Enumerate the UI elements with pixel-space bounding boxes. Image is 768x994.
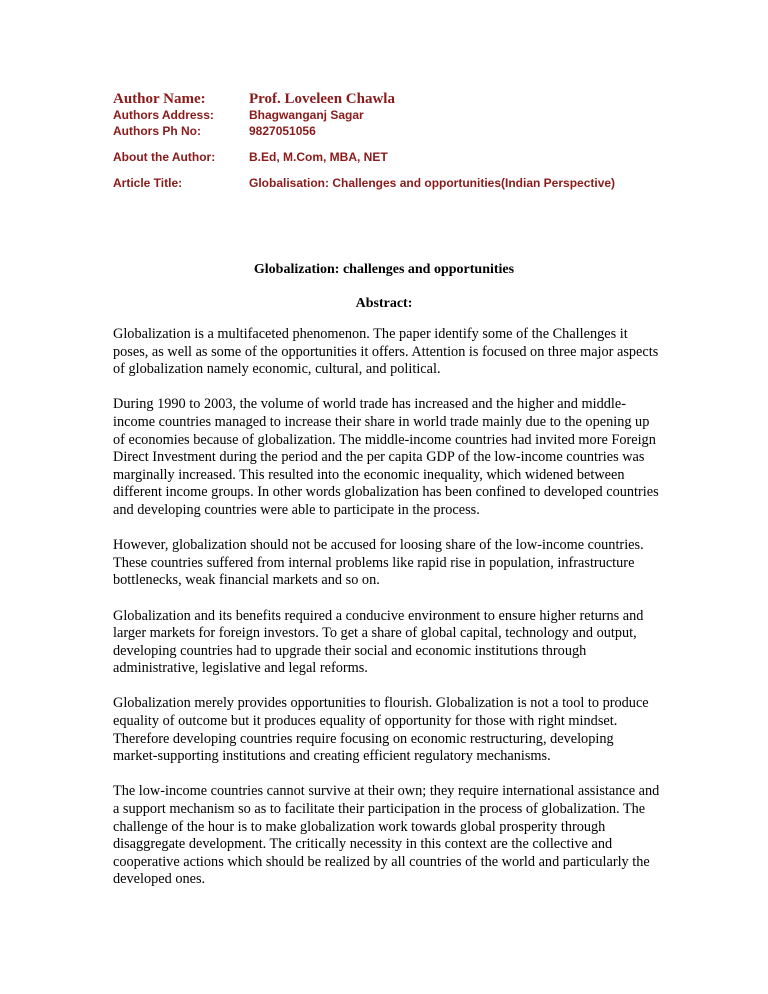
abstract-heading-text: Abstract:: [355, 296, 413, 311]
about-author-label: About the Author:: [113, 150, 216, 164]
abstract-heading: [0, 296, 768, 312]
paragraph: However, globalization should not be accused for loosing share of the low-income countries. These countries suffered from internal problems like rapid rise in population, infrastructure bottlenecks, weak financial markets and so on.: [113, 537, 644, 589]
author-name-row: [113, 91, 713, 108]
author-metadata: [113, 91, 713, 192]
paragraph: The low-income countries cannot survive at their own; they require international assistance and a support mechanism so as to facilitate their participation in the process of globalization. The challenge of the hour is to make globalization work towards global prosperity through disaggregate development. The critically necessity in this context are the collective and cooperative actions which should be realized by all countries of the world and particularly the developed ones.: [113, 783, 660, 888]
author-address-label: Authors Address:: [113, 108, 214, 122]
abstract-body: [113, 326, 661, 907]
article-title-label: Article Title:: [113, 176, 183, 190]
paragraph: During 1990 to 2003, the volume of world trade has increased and the higher and middle-income countries managed to increase their share in world trade mainly due to the opening up of economies because of globalization. The middle-income countries had invited more Foreign Direct Investment during the period and the per capita GDP of the low-income countries was marginally increased. This resulted into the economic inequality, which widened between different income groups. In other words globalization has been confined to developed countries and developing countries were able to participate in the process.: [113, 396, 659, 518]
paper-title-text: Globalization: challenges and opportunities: [253, 262, 515, 277]
author-phone-row: [113, 124, 713, 140]
about-author-row: [113, 150, 713, 166]
about-author-value: B.Ed, M.Com, MBA, NET: [249, 150, 388, 164]
author-name-value: Prof. Loveleen Chawla: [249, 91, 395, 107]
author-phone-value: 9827051056: [249, 124, 316, 138]
article-title-value: Globalisation: Challenges and opportunities(Indian Perspective): [249, 176, 616, 190]
paragraph: Globalization and its benefits required a conducive environment to ensure higher returns and larger markets for foreign investors. To get a share of global capital, technology and output, developing countries had to upgrade their social and economic institutions through administrative, legislative and legal reforms.: [113, 607, 644, 677]
paragraph: Globalization merely provides opportunities to flourish. Globalization is not a tool to produce equality of outcome but it produces equality of opportunity for those with right mindset. Therefore developing countries require focusing on economic restructuring, developing market-supporting institutions and creating efficient regulatory mechanisms.: [113, 695, 649, 765]
author-name-label: Author Name:: [113, 91, 206, 107]
author-address-value: Bhagwanganj Sagar: [249, 108, 364, 122]
paper-title: [0, 262, 768, 278]
article-title-row: [113, 176, 713, 192]
author-address-row: [113, 108, 713, 124]
author-phone-label: Authors Ph No:: [113, 124, 201, 138]
paragraph: Globalization is a multifaceted phenomenon. The paper identify some of the Challenges it poses, as well as some of the opportunities it offers. Attention is focused on three major aspects of globalization namely economic, cultural, and political.: [113, 326, 659, 378]
